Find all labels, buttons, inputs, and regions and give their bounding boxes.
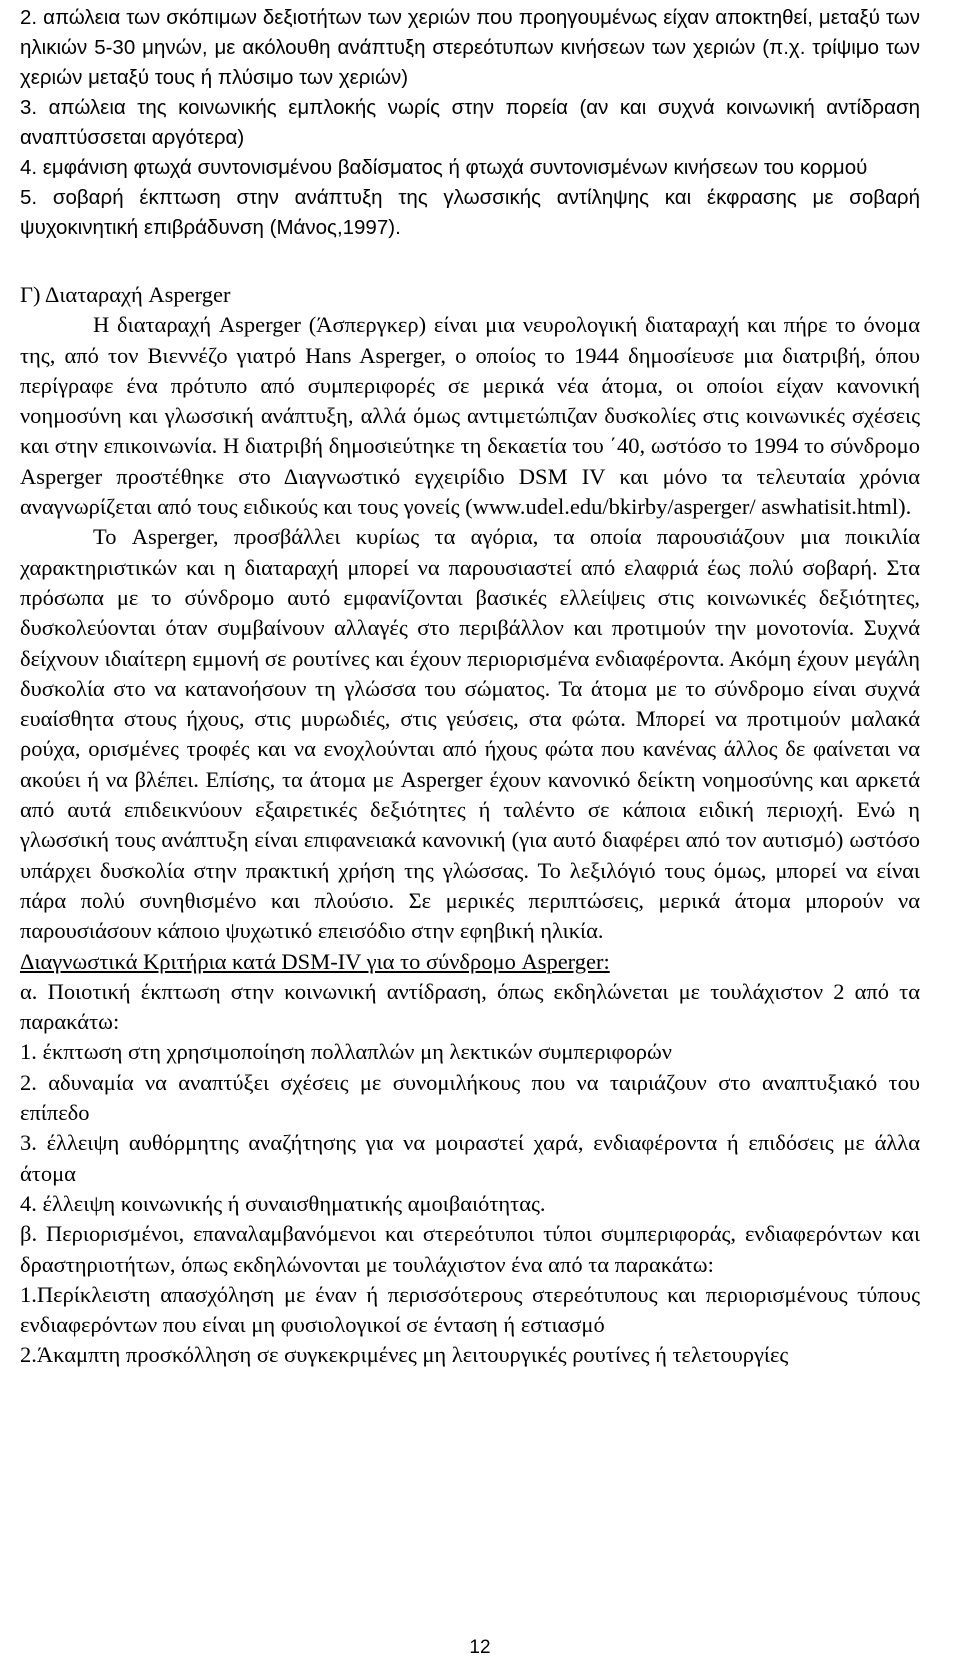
asperger-section: [20, 280, 920, 1371]
list-item: 4. έλλειψη κοινωνικής ή συναισθηματικής αμοιβαιότητας.: [20, 1190, 546, 1216]
list-item: 2. αδυναμία να αναπτύξει σχέσεις με συνομιλήκους που να ταιριάζουν στο αναπτυξιακό του επίπεδο: [20, 1069, 920, 1126]
paragraph: Το Asperger, προσβάλλει κυρίως τα αγόρια, τα οποία παρουσιάζουν μια ποικιλία χαρακτηριστικών και η διαταραχή μπορεί να παρουσιαστεί από ελαφριά έως πολύ σοβαρή. Στα πρόσωπα με το σύνδρομο αυτό εμφανίζονται βασικές ελλείψεις στις κοινωνικές δεξιότητες, δυσκολεύονται όταν συμβαίνουν αλλαγές στο περιβάλλον και προτιμούν την μονοτονία. Συχνά δείχνουν ιδιαίτερη εμμονή σε ρουτίνες και έχουν περιορισμένα ενδιαφέροντα. Ακόμη έχουν μεγάλη δυσκολία στο να κατανοήσουν τη γλώσσα του σώματος. Τα άτομα με το σύνδρομο είναι συχνά ευαίσθητα στους ήχους, στις μυρωδιές, στις γεύσεις, στα φώτα. Μπορεί να προτιμούν μαλακά ρούχα, ορισμένες τροφές και να ενοχλούνται από ήχους φώτα που κανένας άλλος δε φαίνεται να ακούει ή να βλέπει. Επίσης, τα άτομα με Asperger έχουν κανονικό δείκτη νοημοσύνης και αρκετά από αυτά επιδεικνύουν εξαιρετικές δεξιότητες ή ταλέντο σε κάποια ειδική περιοχή. Ενώ η γλωσσική τους ανάπτυξη είναι επιφανειακά κανονική (για αυτό διαφέρει από τον αυτισμό) ωστόσο υπάρχει δυσκολία στην πρακτική χρήση της γλώσσας. Το λεξιλόγιό τους όμως, μπορεί να είναι πάρα πολύ συνηθισμένο και πλούσιο. Σε μερικές περιπτώσεις, μερικά άτομα μπορούν να παρουσιάσουν κάποιο ψυχωτικό επεισόδιο στην εφηβική ηλικία.: [20, 524, 920, 944]
list-item: 2.Άκαμπτη προσκόλληση σε συγκεκριμένες μη λειτουργικές ρουτίνες ή τελετουργίες: [20, 1342, 789, 1368]
section-heading: Γ) Διαταραχή Asperger: [20, 282, 231, 307]
criterion-b: β. Περιορισμένοι, επαναλαμβανόμενοι και στερεότυποι τύποι συμπεριφοράς, ενδιαφερόντων και δραστηριοτήτων, όπως εκδηλώνονται με τουλάχιστον ένα από τα παρακάτω:: [20, 1221, 920, 1277]
list-item: 1.Περίκλειστη απασχόληση με έναν ή περισσότερους στερεότυπους και περιορισμένους τύπους ενδιαφερόντων που είναι μη φυσιολογικοί σε ένταση ή εστιασμό: [20, 1281, 920, 1338]
list-item: 3. έλλειψη αυθόρμητης αναζήτησης για να μοιραστεί χαρά, ενδιαφέροντα ή επιδόσεις με άλλα άτομα: [20, 1130, 920, 1186]
list-item: 3. απώλεια της κοινωνικής εμπλοκής νωρίς στην πορεία (αν και συχνά κοινωνική αντίδραση αναπτύσσεται αργότερα): [20, 96, 920, 149]
list-item: 2. απώλεια των σκόπιμων δεξιοτήτων των χεριών που προηγουμένως είχαν αποκτηθεί, μεταξύ των ηλικιών 5-30 μηνών, με ακόλουθη ανάπτυξη στερεότυπων κινήσεων των χεριών (π.χ. τρίψιμο των χεριών μεταξύ τους ή πλύσιμο των χεριών): [20, 6, 920, 89]
paragraph: Η διαταραχή Asperger (Άσπεργκερ) είναι μια νευρολογική διαταραχή και πήρε το όνομα της, από τον Βιεννέζο γιατρό Hans Asperger, ο οποίος το 1944 δημοσίευσε μια διατριβή, όπου περίγραφε ένα πρότυπο από συμπεριφορές σε μερικά νέα άτομα, οι οποίοι είχαν κανονική νοημοσύνη και γλωσσική ανάπτυξη, αλλά όμως αντιμετώπιζαν δυσκολίες στις κοινωνικές σχέσεις και στην επικοινωνία. Η διατριβή δημοσιεύτηκε τη δεκαετία του ΄40, ωστόσο το 1994 το σύνδρομο Asperger προστέθηκε στο Διαγνωστικό εγχειρίδιο DSM IV και μόνο τα τελευταία χρόνια αναγνωρίζεται από τους ειδικούς και τους γονείς (www.udel.edu/bkirby/asperger/ aswhatisit.html).: [20, 312, 920, 520]
page-number: 12: [469, 1637, 491, 1658]
criterion-a: α. Ποιοτική έκπτωση στην κοινωνική αντίδραση, όπως εκδηλώνεται με τουλάχιστον 2 από τα παρακάτω:: [20, 978, 920, 1035]
list-item: 1. έκπτωση στη χρησιμοποίηση πολλαπλών μη λεκτικών συμπεριφορών: [20, 1039, 672, 1065]
rett-criteria-list: [20, 3, 920, 243]
list-item: 5. σοβαρή έκπτωση στην ανάπτυξη της γλωσσικής αντίληψης και έκφρασης με σοβαρή ψυχοκινητική επιβράδυνση (Μάνος,1997).: [20, 186, 920, 239]
criteria-heading: Διαγνωστικά Κριτήρια κατά DSM-IV για το σύνδρομο Asperger:: [20, 948, 610, 974]
list-item: 4. εμφάνιση φτωχά συντονισμένου βαδίσματος ή φτωχά συντονισμένων κινήσεων του κορμού: [20, 156, 868, 179]
